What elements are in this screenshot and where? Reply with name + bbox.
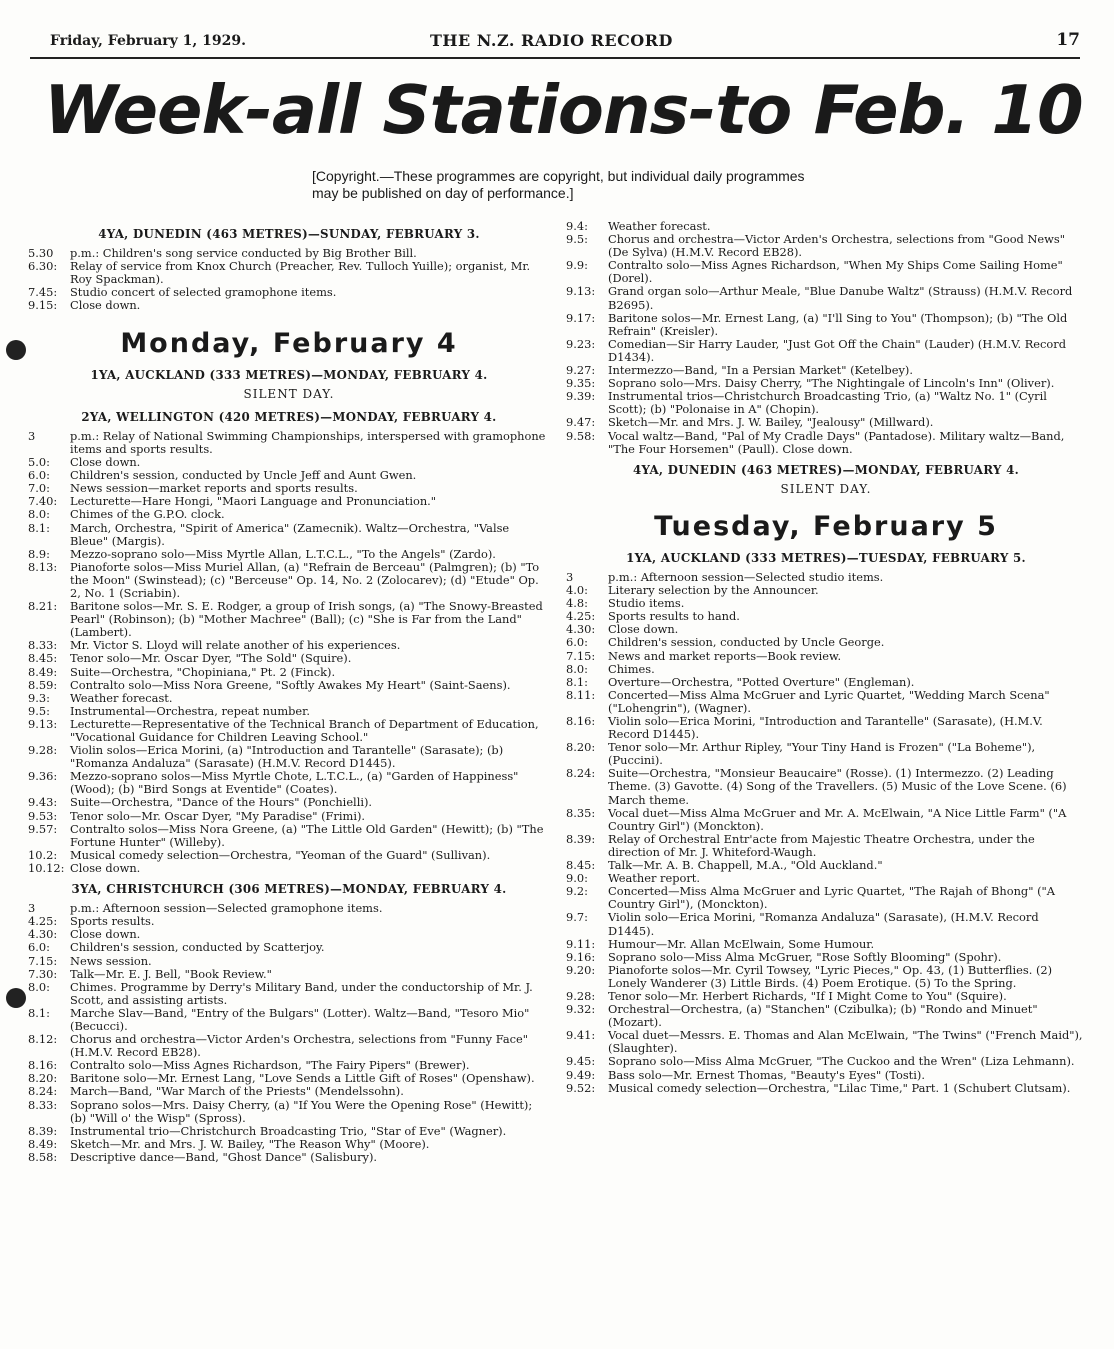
- programme-item: [28, 600, 550, 639]
- programme-time: 9.57:: [28, 821, 58, 836]
- programme-description: Mezzo-soprano solo—Miss Myrtle Allan, L.T.C.L., "To the Angels" (Zardo).: [70, 546, 496, 561]
- programme-time: 9.11:: [566, 936, 596, 951]
- programme-time: 8.24:: [28, 1084, 58, 1099]
- programme-description: Tenor solo—Mr. Herbert Richards, "If I Might Come to You" (Squire).: [608, 988, 1007, 1003]
- programme-time: 6.0:: [566, 635, 588, 650]
- programme-time: 9.13:: [28, 716, 58, 731]
- programme-description: Soprano solo—Miss Alma McGruer, "The Cuckoo and the Wren" (Liza Lehmann).: [608, 1054, 1075, 1069]
- programme-description: Children's session, conducted by Uncle Jeff and Aunt Gwen.: [70, 468, 417, 483]
- programme-description: Children's session, conducted by Scatterjoy.: [70, 940, 325, 955]
- programme-time: 5.0:: [28, 455, 50, 470]
- programme-description: Suite—Orchestra, "Monsieur Beaucaire" (Rosse). (1) Intermezzo. (2) Leading Theme. (3) Gavotte. (4) Song of the Travellers. (5) Music of the Love Scene. (6) March theme.: [608, 766, 1067, 807]
- programme-description: Mezzo-soprano solos—Miss Myrtle Chote, L.T.C.L., (a) "Garden of Happiness" (Wood); (b) "Bird Songs at Eventide" (Coates).: [70, 769, 519, 797]
- programme-time: 7.30:: [28, 966, 58, 981]
- programme-description: Close down.: [608, 622, 679, 637]
- programme-time: 6.30:: [28, 259, 58, 274]
- programme-description: Overture—Orchestra, "Potted Overture" (Engleman).: [608, 674, 915, 689]
- programme-time: 3: [28, 901, 36, 916]
- programme-time: 7.45:: [28, 285, 58, 300]
- programme-description: Intermezzo—Band, "In a Persian Market" (Ketelbey).: [608, 363, 913, 378]
- programme-description: Chimes. Programme by Derry's Military Band, under the conductorship of Mr. J. Scott, and assisting artists.: [70, 979, 533, 1007]
- programme-item: [28, 862, 550, 875]
- programme-time: 4.25:: [28, 914, 58, 929]
- programme-time: 8.24:: [566, 766, 596, 781]
- programme-description: Violin solos—Erica Morini, (a) "Introduction and Tarantelle" (Sarasate); (b) "Romanza Andaluza" (Sarasate) (H.M.V. Record D1445).: [70, 743, 504, 771]
- programme-time: 9.13:: [566, 284, 596, 299]
- programme-time: 9.28:: [28, 743, 58, 758]
- programme-time: 6.0:: [28, 468, 50, 483]
- programme-time: 10.2:: [28, 847, 58, 862]
- station-heading: 4YA, DUNEDIN (463 METRES)—MONDAY, FEBRUARY 4.: [632, 462, 1020, 477]
- programme-description: Bass solo—Mr. Ernest Thomas, "Beauty's Eyes" (Tosti).: [608, 1067, 925, 1082]
- programme-item: [566, 259, 1086, 285]
- page-headline: Week-all Stations-to Feb. 10: [44, 71, 1083, 149]
- programme-description: Instrumental trio—Christchurch Broadcasting Trio, "Star of Eve" (Wagner).: [70, 1123, 507, 1138]
- programme-item: [566, 767, 1086, 806]
- station-heading: 3YA, CHRISTCHURCH (306 METRES)—MONDAY, FEBRUARY 4.: [71, 882, 507, 897]
- programme-time: 9.41:: [566, 1028, 596, 1043]
- programme-time: 9.43:: [28, 795, 58, 810]
- programme-description: p.m.: Afternoon session—Selected studio items.: [608, 569, 884, 584]
- page-number: 17: [1056, 30, 1080, 50]
- programme-description: Suite—Orchestra, "Chopiniana," Pt. 2 (Finck).: [70, 664, 336, 679]
- programme-time: 9.4:: [566, 219, 588, 233]
- programme-time: 8.16:: [28, 1058, 58, 1073]
- programme-description: Children's session, conducted by Uncle George.: [608, 635, 885, 650]
- programme-item: [28, 823, 550, 849]
- programme-description: Baritone solo—Mr. Ernest Lang, "Love Sends a Little Gift of Roses" (Openshaw).: [70, 1071, 535, 1086]
- programme-item: [566, 285, 1086, 311]
- day-heading: Monday, February 4: [120, 327, 458, 359]
- station-heading: 1YA, AUCKLAND (333 METRES)—MONDAY, FEBRUARY 4.: [90, 367, 488, 382]
- station-heading: 2YA, WELLINGTON (420 METRES)—MONDAY, FEBRUARY 4.: [81, 409, 497, 424]
- programme-item: [28, 1099, 550, 1125]
- programme-time: 4.30:: [566, 622, 596, 637]
- programme-description: Violin solo—Erica Morini, "Romanza Andaluza" (Sarasate), (H.M.V. Record D1445).: [608, 910, 1039, 938]
- programme-description: Chorus and orchestra—Victor Arden's Orchestra, selections from "Funny Face" (H.M.V. Record EB28).: [70, 1032, 528, 1060]
- programme-description: Studio items.: [608, 596, 685, 611]
- programme-time: 8.35:: [566, 805, 596, 820]
- programme-description: Instrumental—Orchestra, repeat number.: [70, 703, 310, 718]
- programme-description: Weather report.: [608, 871, 701, 886]
- programme-description: Literary selection by the Announcer.: [608, 583, 819, 598]
- programme-item: [28, 1033, 550, 1059]
- margin-bullet-icon: [6, 988, 26, 1008]
- programme-item: [566, 833, 1086, 859]
- programme-item: [28, 770, 550, 796]
- programme-description: Soprano solo—Miss Alma McGruer, "Rose Softly Blooming" (Spohr).: [608, 949, 1002, 964]
- programme-time: 8.1:: [28, 1005, 50, 1020]
- programme-description: Relay of Orchestral Entr'acte from Majestic Theatre Orchestra, under the direction of Mr. J. Whiteford-Waugh.: [608, 831, 1035, 859]
- day-heading: Tuesday, February 5: [654, 510, 998, 542]
- programme-description: Pianoforte solos—Mr. Cyril Towsey, "Lyric Pieces," Op. 43, (1) Butterflies. (2) Lonely Wanderer (3) Little Birds. (4) Poem Erotique. (5) To the Spring.: [608, 962, 1053, 990]
- programme-description: News session—market reports and sports results.: [70, 481, 358, 496]
- programme-description: p.m.: Afternoon session—Selected gramophone items.: [70, 901, 383, 916]
- programme-time: 6.0:: [28, 940, 50, 955]
- programme-description: Musical comedy selection—Orchestra, "Yeoman of the Guard" (Sullivan).: [70, 847, 491, 862]
- programme-description: Weather forecast.: [70, 690, 173, 705]
- programme-description: Contralto solo—Miss Agnes Richardson, "When My Ships Come Sailing Home" (Dorel).: [608, 258, 1063, 286]
- programme-item: [566, 715, 1086, 741]
- programme-description: Chorus and orchestra—Victor Arden's Orchestra, selections from "Good News" (De Sylva) (H.M.V. Record EB28).: [608, 232, 1066, 260]
- programme-time: 9.36:: [28, 769, 58, 784]
- programme-time: 4.30:: [28, 927, 58, 942]
- programme-item: [28, 1007, 550, 1033]
- programme-item: [28, 522, 550, 548]
- programme-item: [28, 430, 550, 456]
- programme-time: 3: [28, 428, 36, 443]
- programme-time: 9.20:: [566, 962, 596, 977]
- programme-description: Concerted—Miss Alma McGruer and Lyric Quartet, "Wedding March Scena" ("Lohengrin"), (Wagner).: [608, 687, 1050, 715]
- programme-description: Mr. Victor S. Lloyd will relate another of his experiences.: [70, 638, 401, 653]
- programme-description: News and market reports—Book review.: [608, 648, 842, 663]
- programme-time: 9.23:: [566, 336, 596, 351]
- programme-item: [566, 233, 1086, 259]
- programme-description: Vocal duet—Messrs. E. Thomas and Alan McElwain, "The Twins" ("French Maid"), (Slaughter).: [608, 1028, 1083, 1056]
- programme-description: Sports results.: [70, 914, 155, 929]
- silent-day-notice: SILENT DAY.: [243, 386, 335, 401]
- programme-description: Lecturette—Representative of the Technical Branch of Department of Education, "Vocational Guidance for Children Leaving School.": [70, 716, 539, 744]
- programme-time: 8.1:: [566, 674, 588, 689]
- programme-time: 9.39:: [566, 389, 596, 404]
- programme-description: Instrumental trios—Christchurch Broadcasting Trio, (a) "Waltz No. 1" (Cyril Scott); (b) "Polonaise in A" (Chopin).: [608, 389, 1047, 417]
- programme-time: 8.0:: [566, 661, 588, 676]
- programme-description: Orchestral—Orchestra, (a) "Stanchen" (Czibulka); (b) "Rondo and Minuet" (Mozart).: [608, 1002, 1038, 1030]
- programme-item: [566, 312, 1086, 338]
- programme-description: Tenor solo—Mr. Oscar Dyer, "My Paradise" (Frimi).: [70, 808, 366, 823]
- programme-time: 8.39:: [28, 1123, 58, 1138]
- programme-description: Contralto solo—Miss Nora Greene, "Softly Awakes My Heart" (Saint-Saens).: [70, 677, 511, 692]
- copyright-notice: [Copyright.—These programmes are copyright, but individual daily programmes may be published on day of performance.]: [312, 168, 805, 201]
- programme-description: Sketch—Mr. and Mrs. J. W. Bailey, "Jealousy" (Millward).: [608, 415, 934, 430]
- programme-description: Studio concert of selected gramophone items.: [70, 285, 337, 300]
- programme-time: 7.40:: [28, 494, 58, 509]
- programme-description: News session.: [70, 953, 152, 968]
- programme-description: Talk—Mr. E. J. Bell, "Book Review.": [70, 966, 272, 981]
- silent-day-notice: SILENT DAY.: [780, 481, 872, 496]
- programme-time: 9.17:: [566, 310, 596, 325]
- programme-description: p.m.: Children's song service conducted by Big Brother Bill.: [70, 246, 417, 261]
- programme-item: [566, 1003, 1086, 1029]
- issue-date: Friday, February 1, 1929.: [50, 33, 246, 49]
- programme-description: Vocal duet—Miss Alma McGruer and Mr. A. McElwain, "A Nice Little Farm" ("A Country Girl") (Monckton).: [608, 805, 1067, 833]
- masthead: [30, 30, 1080, 54]
- programme-item: [566, 338, 1086, 364]
- programme-description: Soprano solos—Mrs. Daisy Cherry, (a) "If You Were the Opening Rose" (Hewitt); (b) "Will o' the Wisp" (Spross).: [70, 1097, 533, 1125]
- programme-time: 9.9:: [566, 258, 588, 273]
- programme-description: Tenor solo—Mr. Oscar Dyer, "The Sold" (Squire).: [70, 651, 352, 666]
- programme-time: 8.45:: [566, 858, 596, 873]
- programme-description: p.m.: Relay of National Swimming Championships, interspersed with gramophone items and sports results.: [70, 428, 546, 456]
- publication-title: THE N.Z. RADIO RECORD: [430, 31, 673, 50]
- programme-time: 9.0:: [566, 871, 588, 886]
- programme-time: 8.20:: [566, 740, 596, 755]
- programme-description: Close down.: [70, 298, 141, 313]
- programme-time: 7.0:: [28, 481, 50, 496]
- programme-time: 9.32:: [566, 1002, 596, 1017]
- programme-item: [28, 981, 550, 1007]
- programme-time: 8.33:: [28, 638, 58, 653]
- programme-time: 8.20:: [28, 1071, 58, 1086]
- programme-time: 8.59:: [28, 677, 58, 692]
- programme-item: [28, 1151, 550, 1164]
- programme-item: [566, 430, 1086, 456]
- programme-description: Concerted—Miss Alma McGruer and Lyric Quartet, "The Rajah of Bhong" ("A Country Girl"), (Monckton).: [608, 884, 1055, 912]
- programme-item: [28, 718, 550, 744]
- programme-item: [28, 299, 550, 312]
- programme-time: 9.5:: [28, 703, 50, 718]
- programme-time: 9.28:: [566, 988, 596, 1003]
- programme-description: Close down.: [70, 860, 141, 875]
- margin-bullet-icon: [6, 340, 26, 360]
- programme-description: Vocal waltz—Band, "Pal of My Cradle Days" (Pantadose). Military waltz—Band, "The Four Horsemen" (Paull). Close down.: [608, 428, 1065, 456]
- programme-description: Lecturette—Hare Hongi, "Maori Language and Pronunciation.": [70, 494, 437, 509]
- programme-time: 9.47:: [566, 415, 596, 430]
- programme-time: 8.33:: [28, 1097, 58, 1112]
- programme-description: Suite—Orchestra, "Dance of the Hours" (Ponchielli).: [70, 795, 373, 810]
- programme-time: 10.12:: [28, 860, 65, 875]
- programme-description: Talk—Mr. A. B. Chappell, M.A., "Old Auckland.": [608, 858, 883, 873]
- programme-time: 8.16:: [566, 714, 596, 728]
- programme-description: Close down.: [70, 455, 141, 470]
- programme-description: Baritone solos—Mr. S. E. Rodger, a group of Irish songs, (a) "The Snowy-Breasted Pearl" (Robinson); (b) "Mother Machree" (Ball); (c) "She is Far from the Land" (Lambert).: [70, 599, 543, 640]
- programme-time: 3: [566, 569, 574, 584]
- programme-time: 9.16:: [566, 949, 596, 964]
- programme-time: 8.21:: [28, 599, 58, 614]
- programme-description: Tenor solo—Mr. Arthur Ripley, "Your Tiny Hand is Frozen" ("La Boheme"), (Puccini).: [608, 740, 1036, 768]
- programme-description: Pianoforte solos—Miss Muriel Allan, (a) "Refrain de Berceau" (Palmgren); (b) "To the Moon" (Swinstead); (c) "Berceuse" Op. 14, No. 2 (Zolocarev); (d) "Etude" Op. 2, No. 1 (Scriabin).: [70, 559, 540, 600]
- station-heading: 1YA, AUCKLAND (333 METRES)—TUESDAY, FEBRUARY 5.: [626, 550, 1026, 565]
- programme-description: Weather forecast.: [608, 219, 711, 233]
- right-column: [566, 220, 1086, 1095]
- programme-time: 8.0:: [28, 507, 50, 522]
- programme-item: [28, 561, 550, 600]
- programme-time: 8.9:: [28, 546, 50, 561]
- programme-time: 8.45:: [28, 651, 58, 666]
- programme-time: 8.49:: [28, 1136, 58, 1151]
- programme-description: Humour—Mr. Allan McElwain, Some Humour.: [608, 936, 875, 951]
- programme-time: 8.11:: [566, 687, 596, 702]
- programme-time: 9.7:: [566, 910, 588, 925]
- programme-time: 9.58:: [566, 428, 596, 443]
- programme-time: 9.27:: [566, 363, 596, 378]
- programme-description: Chimes.: [608, 661, 655, 676]
- programme-time: 7.15:: [28, 953, 58, 968]
- programme-time: 9.35:: [566, 376, 596, 391]
- programme-description: Chimes of the G.P.O. clock.: [70, 507, 225, 522]
- programme-time: 8.39:: [566, 831, 596, 846]
- programme-time: 9.3:: [28, 690, 50, 705]
- programme-item: [566, 741, 1086, 767]
- programme-description: Baritone solos—Mr. Ernest Lang, (a) "I'll Sing to You" (Thompson); (b) "The Old Refrain" (Kreisler).: [608, 310, 1068, 338]
- programme-time: 9.5:: [566, 232, 588, 247]
- programme-time: 8.1:: [28, 520, 50, 535]
- programme-time: 8.0:: [28, 979, 50, 994]
- programme-description: March, Orchestra, "Spirit of America" (Zamecnik). Waltz—Orchestra, "Valse Bleue" (Margis).: [70, 520, 510, 548]
- programme-item: [566, 885, 1086, 911]
- programme-description: Violin solo—Erica Morini, "Introduction and Tarantelle" (Sarasate), (H.M.V. Record D1445).: [608, 714, 1043, 742]
- programme-description: Soprano solo—Mrs. Daisy Cherry, "The Nightingale of Lincoln's Inn" (Oliver).: [608, 376, 1055, 391]
- programme-time: 8.49:: [28, 664, 58, 679]
- programme-time: 5.30: [28, 246, 54, 261]
- programme-time: 8.12:: [28, 1032, 58, 1047]
- programme-time: 8.13:: [28, 559, 58, 574]
- programme-item: [28, 260, 550, 286]
- masthead-rule: [30, 57, 1080, 59]
- programme-item: [566, 964, 1086, 990]
- programme-description: Sketch—Mr. and Mrs. J. W. Bailey, "The Reason Why" (Moore).: [70, 1136, 430, 1151]
- programme-description: Musical comedy selection—Orchestra, "Lilac Time," Part. 1 (Schubert Clutsam).: [608, 1080, 1071, 1095]
- station-heading: 4YA, DUNEDIN (463 METRES)—SUNDAY, FEBRUARY 3.: [98, 227, 480, 241]
- programme-description: Relay of service from Knox Church (Preacher, Rev. Tulloch Yuille); organist, Mr. Roy Spackman).: [70, 259, 531, 287]
- programme-description: Marche Slav—Band, "Entry of the Bulgars" (Lotter). Waltz—Band, "Tesoro Mio" (Becucci).: [70, 1005, 530, 1033]
- programme-time: 9.52:: [566, 1080, 596, 1095]
- programme-time: 7.15:: [566, 648, 596, 663]
- programme-time: 9.49:: [566, 1067, 596, 1082]
- programme-time: 4.8:: [566, 596, 588, 611]
- programme-description: Descriptive dance—Band, "Ghost Dance" (Salisbury).: [70, 1149, 378, 1164]
- programme-time: 9.53:: [28, 808, 58, 823]
- programme-description: Contralto solos—Miss Nora Greene, (a) "The Little Old Garden" (Hewitt); (b) "The Fortune Hunter" (Willeby).: [70, 821, 544, 849]
- programme-time: 9.15:: [28, 298, 58, 313]
- programme-time: 4.25:: [566, 609, 596, 624]
- programme-item: [28, 744, 550, 770]
- programme-description: Sports results to hand.: [608, 609, 740, 624]
- programme-time: 9.2:: [566, 884, 588, 899]
- programme-item: [566, 1029, 1086, 1055]
- programme-item: [566, 807, 1086, 833]
- programme-item: [566, 390, 1086, 416]
- left-column: [28, 220, 550, 1164]
- programme-description: Contralto solo—Miss Agnes Richardson, "The Fairy Pipers" (Brewer).: [70, 1058, 470, 1073]
- programme-description: March—Band, "War March of the Priests" (Mendelssohn).: [70, 1084, 404, 1099]
- programme-item: [566, 1082, 1086, 1095]
- programme-item: [566, 911, 1086, 937]
- programme-description: Comedian—Sir Harry Lauder, "Just Got Off the Chain" (Lauder) (H.M.V. Record D1434).: [608, 336, 1066, 364]
- programme-description: Close down.: [70, 927, 141, 942]
- programme-item: [566, 689, 1086, 715]
- programme-time: 4.0:: [566, 583, 588, 598]
- programme-time: 9.45:: [566, 1054, 596, 1069]
- programme-description: Grand organ solo—Arthur Meale, "Blue Danube Waltz" (Strauss) (H.M.V. Record B2695).: [608, 284, 1073, 312]
- programme-time: 8.58:: [28, 1149, 58, 1164]
